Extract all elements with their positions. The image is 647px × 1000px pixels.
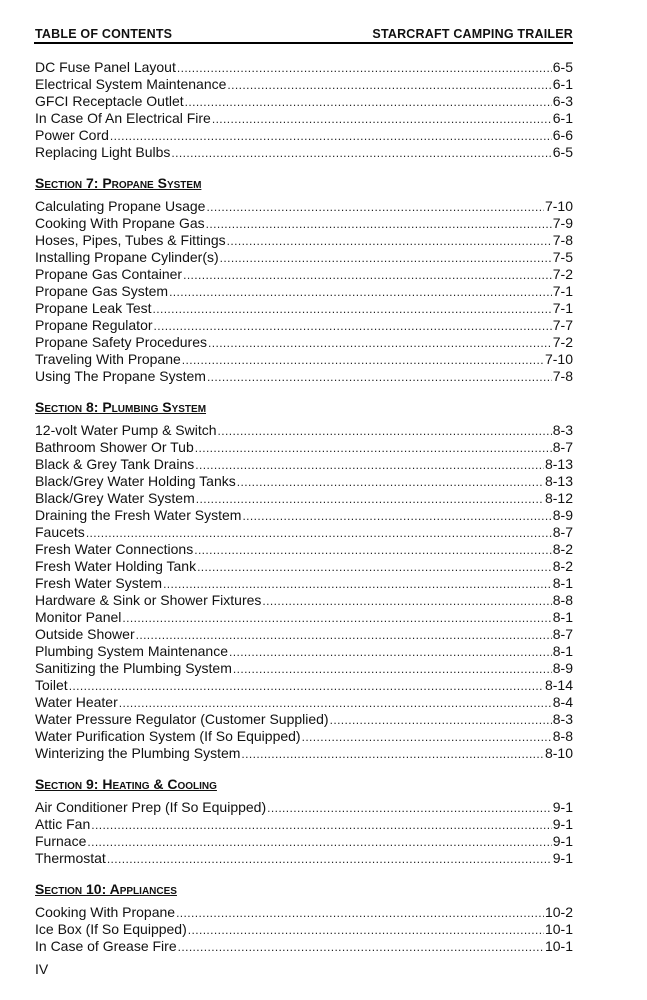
dot-leader	[177, 60, 552, 77]
toc-entry-page: 9-1	[552, 850, 573, 866]
toc-entry	[35, 351, 573, 368]
section-heading: Section 10: Appliances	[35, 881, 177, 897]
dot-leader	[154, 318, 552, 335]
toc-entry-page: 9-1	[552, 799, 573, 815]
toc-entry	[35, 300, 573, 317]
toc-entry-title: Water Heater	[35, 694, 118, 710]
dot-leader	[302, 729, 552, 746]
toc-entry	[35, 368, 573, 385]
toc-entry-page: 8-7	[552, 626, 573, 642]
toc-entry-title: Toilet	[35, 677, 68, 693]
toc-entry-page: 8-1	[552, 643, 573, 659]
page-header	[35, 27, 573, 43]
toc-entry-title: Replacing Light Bulbs	[35, 144, 171, 160]
toc-entry-page: 7-8	[552, 232, 573, 248]
toc-entry-title: Installing Propane Cylinder(s)	[35, 249, 219, 265]
toc-entry-title: Traveling With Propane	[35, 351, 181, 367]
toc-entry	[35, 524, 573, 541]
toc-entry-page: 8-3	[552, 711, 573, 727]
toc-entry-title: 12-volt Water Pump & Switch	[35, 422, 217, 438]
dot-leader	[87, 834, 551, 851]
toc-entry	[35, 938, 573, 955]
toc-entry-title: Propane Regulator	[35, 317, 153, 333]
dot-leader	[237, 474, 544, 491]
toc-entry	[35, 921, 573, 938]
toc-entry	[35, 694, 573, 711]
header-right-title: STARCRAFT CAMPING TRAILER	[372, 27, 573, 41]
toc-entry-title: Ice Box (If So Equipped)	[35, 921, 187, 937]
section-heading: Section 8: Plumbing System	[35, 399, 207, 415]
toc-entry	[35, 110, 573, 127]
toc-section	[35, 175, 573, 385]
toc-entry-page: 6-6	[552, 127, 573, 143]
toc-entry-page: 8-8	[552, 592, 573, 608]
toc-entry-page: 7-9	[552, 215, 573, 231]
toc-entry-page: 8-4	[552, 694, 573, 710]
header-left-title: TABLE OF CONTENTS	[35, 27, 173, 41]
toc-entry-title: Fresh Water Connections	[35, 541, 194, 557]
dot-leader	[227, 77, 551, 94]
toc-entry-page: 7-1	[552, 300, 573, 316]
toc-section	[35, 881, 573, 955]
toc-section	[35, 776, 573, 867]
toc-entry	[35, 215, 573, 232]
toc-entry	[35, 745, 573, 762]
toc-entry-title: In Case of Grease Fire	[35, 938, 177, 954]
toc-entry-title: Hoses, Pipes, Tubes & Fittings	[35, 232, 226, 248]
toc-entry-title: Water Pressure Regulator (Customer Supplied)	[35, 711, 329, 727]
toc-entry-page: 7-1	[552, 283, 573, 299]
toc-entry-title: Propane Gas System	[35, 283, 169, 299]
toc-entry	[35, 266, 573, 283]
dot-leader	[183, 267, 552, 284]
dot-leader	[207, 369, 552, 386]
dot-leader	[136, 627, 552, 644]
dot-leader	[119, 695, 552, 712]
dot-leader	[195, 457, 544, 474]
toc-entry	[35, 833, 573, 850]
dot-leader	[185, 94, 552, 111]
toc-entry-page: 8-7	[552, 439, 573, 455]
toc-entry-page: 8-2	[552, 541, 573, 557]
toc-entry-title: Thermostat	[35, 850, 106, 866]
toc-entry-page: 6-1	[552, 110, 573, 126]
dot-leader	[107, 851, 552, 868]
toc-entry-page: 7-10	[544, 198, 573, 214]
toc-entry	[35, 422, 573, 439]
toc-entry	[35, 93, 573, 110]
toc-entry-title: Black/Grey Water System	[35, 490, 195, 506]
section-heading: Section 7: Propane System	[35, 175, 202, 191]
toc-entry-title: Water Purification System (If So Equipped)	[35, 728, 301, 744]
toc-entry	[35, 904, 573, 921]
toc-entry-page: 6-5	[552, 59, 573, 75]
toc-entry-page: 8-2	[552, 558, 573, 574]
dot-leader	[212, 111, 552, 128]
toc-entry	[35, 490, 573, 507]
toc-entry	[35, 283, 573, 300]
toc-entry-page: 7-5	[552, 249, 573, 265]
toc-entry	[35, 507, 573, 524]
toc-entry	[35, 799, 573, 816]
toc-entry	[35, 850, 573, 867]
dot-leader	[208, 335, 552, 352]
toc-entry	[35, 626, 573, 643]
toc-entry	[35, 144, 573, 161]
dot-leader	[91, 817, 552, 834]
toc-entry-page: 8-7	[552, 524, 573, 540]
toc-entry-title: Attic Fan	[35, 816, 91, 832]
dot-leader	[194, 542, 552, 559]
dot-leader	[169, 284, 552, 301]
header-rule	[34, 42, 573, 44]
toc-entry	[35, 76, 573, 93]
toc-entry	[35, 456, 573, 473]
toc-entry-title: Furnace	[35, 833, 87, 849]
toc-entry-page: 8-3	[552, 422, 573, 438]
toc-entry-page: 8-13	[544, 473, 573, 489]
toc-entry-page: 10-2	[544, 904, 573, 920]
toc-section	[35, 59, 573, 161]
toc-entry-title: Black & Grey Tank Drains	[35, 456, 195, 472]
toc-entry-title: Draining the Fresh Water System	[35, 507, 242, 523]
toc-entry-title: Faucets	[35, 524, 85, 540]
toc-entry-page: 7-10	[544, 351, 573, 367]
toc-entry-page: 8-9	[552, 507, 573, 523]
toc-entry-title: Calculating Propane Usage	[35, 198, 206, 214]
toc-entry	[35, 677, 573, 694]
toc-entry	[35, 609, 573, 626]
toc-entry-page: 8-14	[544, 677, 573, 693]
dot-leader	[330, 712, 552, 729]
toc-entry-title: DC Fuse Panel Layout	[35, 59, 176, 75]
dot-leader	[242, 508, 551, 525]
dot-leader	[195, 440, 552, 457]
toc-entry-title: In Case Of An Electrical Fire	[35, 110, 211, 126]
toc-entry	[35, 558, 573, 575]
toc-entry-page: 6-5	[552, 144, 573, 160]
toc-entry	[35, 439, 573, 456]
dot-leader	[233, 661, 552, 678]
toc-entry-title: Propane Leak Test	[35, 300, 152, 316]
dot-leader	[220, 250, 552, 267]
toc-entry	[35, 728, 573, 745]
toc-entry-page: 9-1	[552, 816, 573, 832]
toc-entry	[35, 711, 573, 728]
toc-entry-title: Hardware & Sink or Shower Fixtures	[35, 592, 262, 608]
toc-entry-title: Propane Safety Procedures	[35, 334, 207, 350]
toc-entry-title: Fresh Water System	[35, 575, 163, 591]
toc-entry	[35, 232, 573, 249]
toc-entry	[35, 198, 573, 215]
dot-leader	[171, 145, 551, 162]
toc-entry	[35, 59, 573, 76]
toc-entry-page: 8-1	[552, 609, 573, 625]
dot-leader	[153, 301, 552, 318]
page-number: IV	[35, 961, 49, 977]
dot-leader	[69, 678, 544, 695]
toc-entry-title: Propane Gas Container	[35, 266, 183, 282]
toc-entry-page: 8-13	[544, 456, 573, 472]
dot-leader	[206, 199, 544, 216]
toc-entry-title: Electrical System Maintenance	[35, 76, 227, 92]
toc-entry-page: 8-12	[544, 490, 573, 506]
toc-entry-page: 6-1	[552, 76, 573, 92]
toc-entry-page: 7-8	[552, 368, 573, 384]
toc-entry-page: 8-9	[552, 660, 573, 676]
dot-leader	[188, 922, 544, 939]
dot-leader	[241, 746, 544, 763]
toc-entry-page: 10-1	[544, 938, 573, 954]
dot-leader	[182, 352, 544, 369]
toc-entry-title: Cooking With Propane Gas	[35, 215, 205, 231]
toc-entry-title: Air Conditioner Prep (If So Equipped)	[35, 799, 267, 815]
toc-entry-title: Black/Grey Water Holding Tanks	[35, 473, 236, 489]
dot-leader	[178, 939, 544, 956]
table-of-contents	[35, 59, 573, 955]
toc-entry-page: 7-2	[552, 334, 573, 350]
dot-leader	[163, 576, 552, 593]
toc-entry	[35, 127, 573, 144]
toc-entry-page: 10-1	[544, 921, 573, 937]
toc-entry-page: 6-3	[552, 93, 573, 109]
dot-leader	[197, 559, 552, 576]
toc-entry	[35, 541, 573, 558]
toc-entry-title: Cooking With Propane	[35, 904, 176, 920]
toc-entry	[35, 816, 573, 833]
dot-leader	[229, 644, 552, 661]
toc-entry-title: Using The Propane System	[35, 368, 206, 384]
toc-entry-title: Plumbing System Maintenance	[35, 643, 228, 659]
toc-entry-page: 9-1	[552, 833, 573, 849]
dot-leader	[218, 423, 552, 440]
toc-entry-title: Power Cord	[35, 127, 109, 143]
dot-leader	[196, 491, 544, 508]
toc-entry-title: Monitor Panel	[35, 609, 122, 625]
dot-leader	[267, 800, 552, 817]
toc-entry-title: Sanitizing the Plumbing System	[35, 660, 232, 676]
dot-leader	[110, 128, 552, 145]
toc-entry	[35, 575, 573, 592]
dot-leader	[262, 593, 551, 610]
dot-leader	[227, 233, 552, 250]
toc-entry-title: GFCI Receptacle Outlet	[35, 93, 184, 109]
toc-entry-title: Bathroom Shower Or Tub	[35, 439, 194, 455]
toc-entry	[35, 249, 573, 266]
toc-entry	[35, 317, 573, 334]
toc-entry-page: 8-1	[552, 575, 573, 591]
section-heading: Section 9: Heating & Cooling	[35, 776, 217, 792]
dot-leader	[176, 905, 544, 922]
toc-entry	[35, 592, 573, 609]
toc-entry-page: 8-10	[544, 745, 573, 761]
dot-leader	[206, 216, 552, 233]
toc-entry-page: 7-7	[552, 317, 573, 333]
toc-section	[35, 399, 573, 762]
toc-entry-title: Fresh Water Holding Tank	[35, 558, 197, 574]
toc-entry	[35, 643, 573, 660]
toc-entry-title: Winterizing the Plumbing System	[35, 745, 241, 761]
toc-entry-title: Outside Shower	[35, 626, 135, 642]
dot-leader	[122, 610, 551, 627]
dot-leader	[86, 525, 552, 542]
toc-entry	[35, 334, 573, 351]
toc-entry-page: 7-2	[552, 266, 573, 282]
toc-entry-page: 8-8	[552, 728, 573, 744]
toc-entry	[35, 660, 573, 677]
toc-entry	[35, 473, 573, 490]
